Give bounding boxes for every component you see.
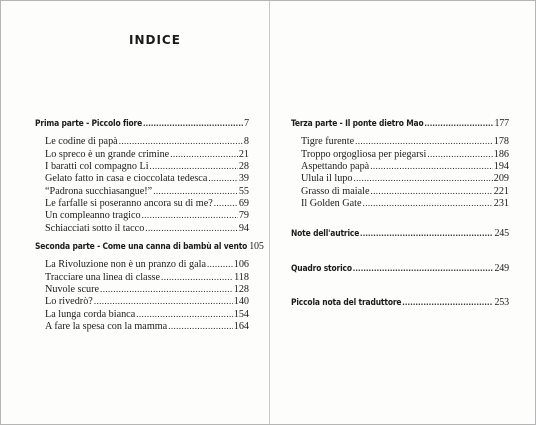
toc-right-column [291,117,509,308]
toc-left-column [35,117,264,333]
toc-part-entry: Terza parte - Il ponte dietro Mao ..... 177 [291,117,509,129]
toc-chapter-entry: Schiacciati sotto il tacco ..... 94 [35,222,249,234]
toc-chapter-entry: Il Golden Gate ..... 231 [291,197,509,209]
toc-part-entry: Seconda parte - Come una canna di bambù al vento 105 [35,241,264,253]
toc-chapter-entry: Lo rivedrò? ..... 140 [35,295,249,307]
toc-chapter-entry: Tigre furente ..... 178 [291,135,509,147]
toc-chapter-entry: Ulula il lupo ..... 209 [291,172,509,184]
toc-chapter-entry: Lo spreco è un grande crimine ..... 21 [35,148,249,160]
toc-chapter-entry: Tracciare una linea di classe ..... 118 [35,271,249,283]
toc-part-entry: Prima parte - Piccolo fiore ..... 7 [35,117,249,129]
toc-chapter-entry: Le codine di papà ..... 8 [35,135,249,147]
toc-chapter-entry: “Padrona succhiasangue!” ..... 55 [35,185,249,197]
toc-chapter-entry: Un compleanno tragico ..... 79 [35,209,249,221]
toc-part-entry: Note dell'autrice ..... 245 [291,227,509,239]
toc-part-entry: Quadro storico ..... 249 [291,262,509,274]
toc-chapter-entry: Nuvole scure ..... 128 [35,283,249,295]
toc-chapter-entry: A fare la spesa con la mamma ..... 164 [35,320,249,332]
toc-chapter-entry: La Rivoluzione non è un pranzo di gala ..... 106 [35,258,249,270]
toc-chapter-entry: Grasso di maiale ..... 221 [291,185,509,197]
toc-chapter-entry: Troppo orgogliosa per piegarsi ..... 186 [291,148,509,160]
index-title: INDICE [129,33,181,47]
toc-part-entry: Piccola nota del traduttore ..... 253 [291,296,509,308]
toc-chapter-entry: Le farfalle si poseranno ancora su di me? ..... 69 [35,197,249,209]
page-gutter [269,1,270,424]
toc-chapter-entry: Gelato fatto in casa e cioccolata tedesca ..... 39 [35,172,249,184]
toc-chapter-entry: La lunga corda bianca ..... 154 [35,308,249,320]
toc-chapter-entry: I baratti col compagno Li ..... 28 [35,160,249,172]
toc-chapter-entry: Aspettando papà ..... 194 [291,160,509,172]
